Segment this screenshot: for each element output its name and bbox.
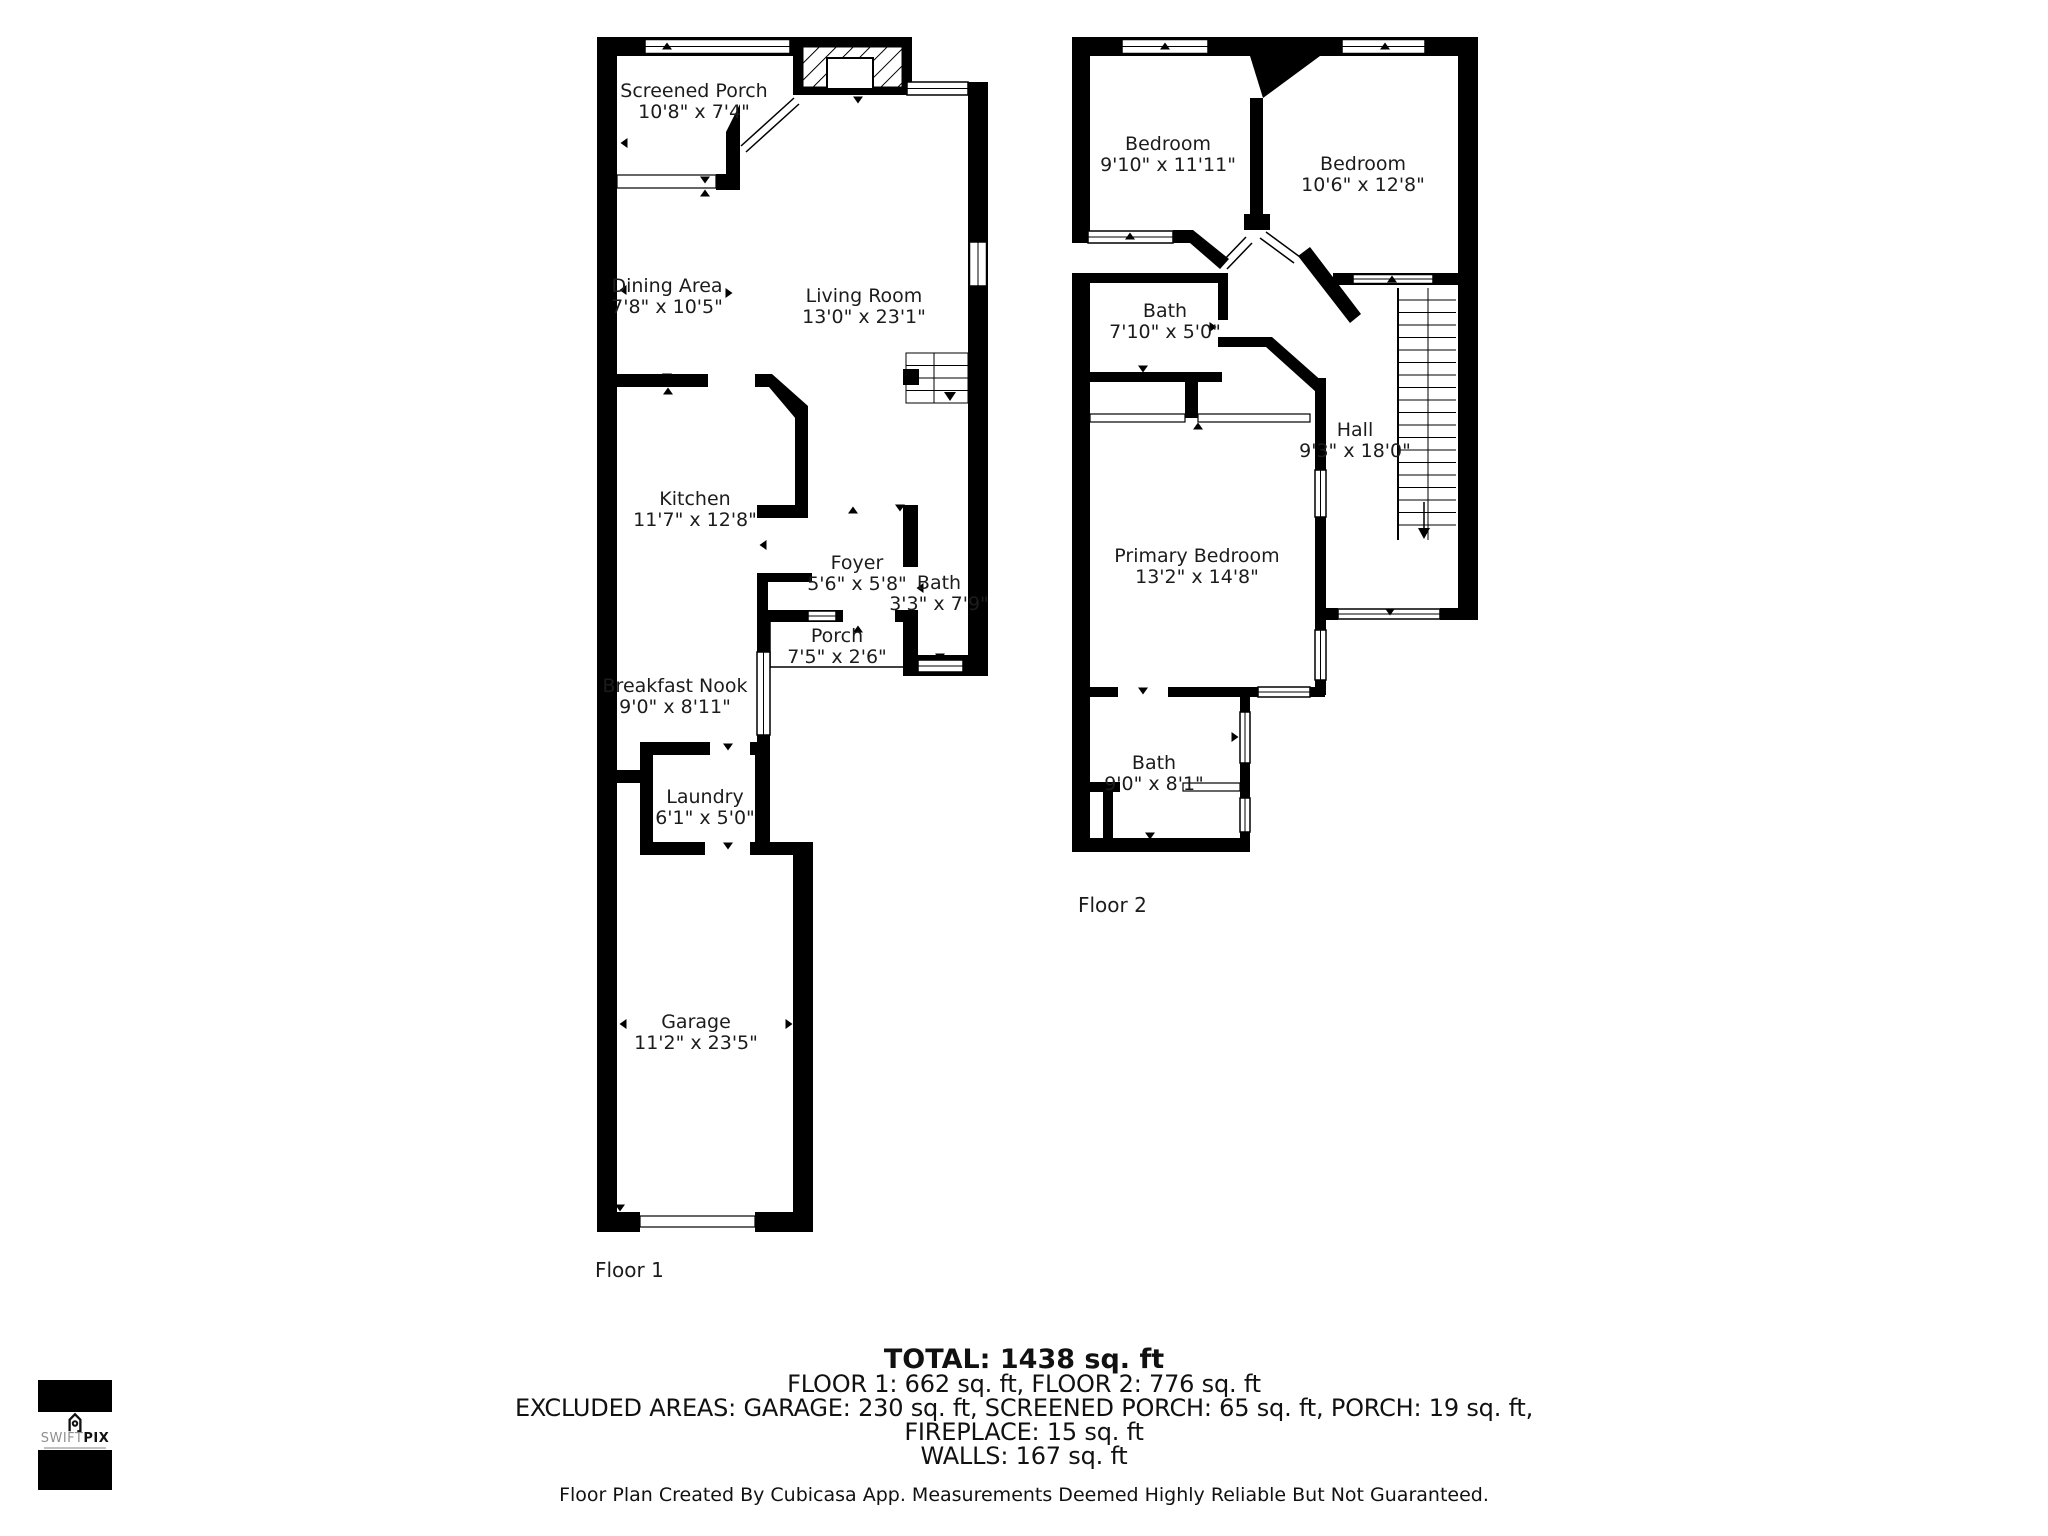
swiftpix-logo xyxy=(38,1380,112,1490)
room-name: Bath xyxy=(1142,300,1188,322)
room-dims: 7'10" x 5'0" xyxy=(1109,321,1221,343)
room-label-bedroom-1 xyxy=(1100,134,1236,176)
stairs-icon-floor1 xyxy=(903,353,968,403)
room-label-hall xyxy=(1299,420,1411,462)
room-label-kitchen xyxy=(633,489,757,531)
house-camera-icon xyxy=(67,1412,83,1432)
room-name: Living Room xyxy=(805,285,923,307)
room-label-garage xyxy=(634,1012,758,1054)
logo-wordmark xyxy=(41,1432,110,1445)
room-name: Foyer xyxy=(830,552,884,574)
logo-middle-band xyxy=(38,1412,112,1450)
room-label-porch xyxy=(787,626,887,668)
excluded-areas: EXCLUDED AREAS: GARAGE: 230 sq. ft, SCREENED PORCH: 65 sq. ft, PORCH: 19 sq. ft, xyxy=(514,1394,1534,1422)
fireplace-area: FIREPLACE: 15 sq. ft xyxy=(904,1418,1144,1446)
room-dims: 9'3" x 18'0" xyxy=(1299,440,1411,462)
area-summary xyxy=(0,1344,2048,1470)
room-dims: 7'8" x 10'5" xyxy=(611,296,723,318)
room-name: Garage xyxy=(661,1011,731,1033)
room-dims: 11'7" x 12'8" xyxy=(633,509,757,531)
room-dims: 10'8" x 7'4" xyxy=(638,101,750,123)
room-name: Bedroom xyxy=(1125,133,1211,155)
logo-tagline-strip xyxy=(44,1447,106,1449)
floor1-caption: Floor 1 xyxy=(595,1258,664,1282)
room-dims: 11'2" x 23'5" xyxy=(634,1032,758,1054)
door-casing-lines xyxy=(1221,232,1300,269)
room-dims: 7'5" x 2'6" xyxy=(787,646,887,668)
room-name: Laundry xyxy=(666,786,744,808)
room-dims: 9'0" x 8'11" xyxy=(619,696,731,718)
logo-top-block xyxy=(38,1380,112,1412)
room-name: Kitchen xyxy=(659,488,731,510)
room-label-bath-floor2-upper xyxy=(1109,301,1221,343)
disclaimer-text: Floor Plan Created By Cubicasa App. Measurements Deemed Highly Reliable But Not Guaranteed. xyxy=(559,1484,1489,1506)
room-label-screened-porch xyxy=(620,81,767,123)
room-label-laundry xyxy=(655,787,755,829)
room-dims: 10'6" x 12'8" xyxy=(1301,174,1425,196)
logo-word-pix: PIX xyxy=(83,1431,110,1446)
room-label-bath-floor1 xyxy=(889,573,989,615)
logo-bottom-block xyxy=(38,1450,112,1490)
room-label-dining-area xyxy=(611,276,723,318)
floor-areas: FLOOR 1: 662 sq. ft, FLOOR 2: 776 sq. ft xyxy=(787,1370,1261,1398)
room-dims: 9'10" x 11'11" xyxy=(1100,154,1236,176)
room-name: Bath xyxy=(1131,752,1177,774)
room-label-bath-floor2-lower xyxy=(1104,753,1204,795)
room-label-primary-bedroom xyxy=(1114,546,1279,588)
logo-word-swift: SWIFT xyxy=(40,1431,84,1446)
room-name: Breakfast Nook xyxy=(602,675,748,697)
room-label-living-room xyxy=(802,286,926,328)
room-dims: 3'3" x 7'9" xyxy=(889,593,989,615)
room-dims: 9'0" x 8'1" xyxy=(1104,773,1204,795)
room-name: Screened Porch xyxy=(620,80,768,102)
room-name: Primary Bedroom xyxy=(1114,545,1280,567)
room-dims: 13'2" x 14'8" xyxy=(1135,566,1259,588)
stairs-icon-floor2 xyxy=(1398,288,1456,540)
room-dims: 6'1" x 5'0" xyxy=(655,807,755,829)
room-label-breakfast-nook xyxy=(603,676,748,718)
room-name: Porch xyxy=(810,625,864,647)
total-area: TOTAL: 1438 sq. ft xyxy=(883,1344,1165,1375)
room-name: Dining Area xyxy=(611,275,723,297)
floor2-caption: Floor 2 xyxy=(1078,893,1147,917)
room-name: Bath xyxy=(916,572,962,594)
room-name: Bedroom xyxy=(1320,153,1406,175)
room-label-bedroom-2 xyxy=(1301,154,1425,196)
room-name: Hall xyxy=(1336,419,1374,441)
fireplace-icon xyxy=(793,37,912,95)
walls-area: WALLS: 167 sq. ft xyxy=(920,1442,1128,1470)
room-dims: 13'0" x 23'1" xyxy=(802,306,926,328)
room-dims: 5'6" x 5'8" xyxy=(807,573,907,595)
